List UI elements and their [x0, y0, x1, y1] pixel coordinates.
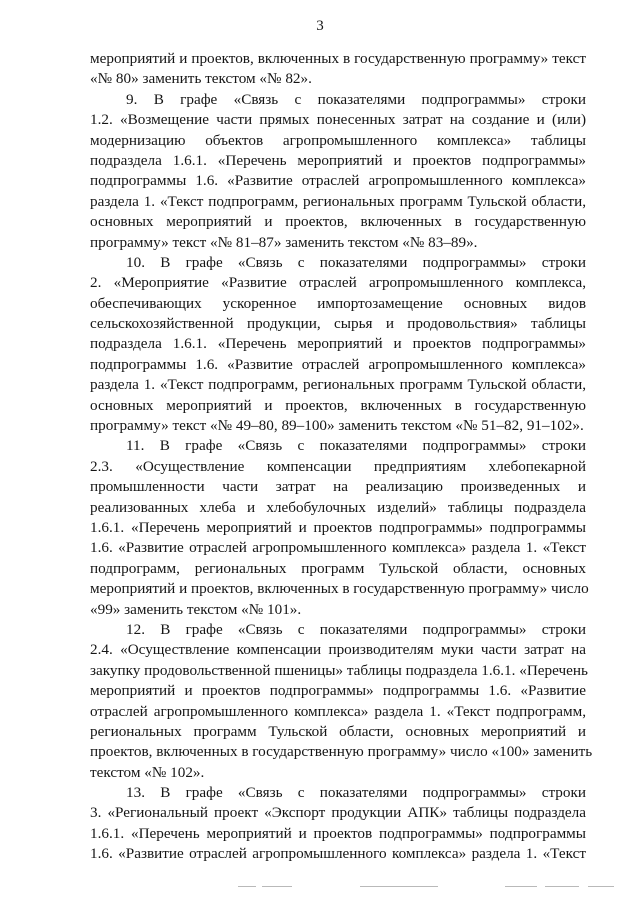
text-line: 9. В графе «Связь с показателями подпрограммы» строки: [126, 90, 586, 108]
text-line: мероприятий и проектов, включенных в государственную программу» текст: [90, 50, 586, 67]
text-line: программу» текст «№ 49–80, 89–100» заменить текстом «№ 51–82, 91–102».: [90, 417, 584, 435]
text-line: проектов, включенных в государственную программу» число «100» заменить: [90, 743, 593, 761]
text-line: «99» заменить текстом «№ 101».: [90, 600, 302, 618]
text-line: 13. В графе «Связь с показателями подпрограммы» строки: [126, 784, 586, 802]
text-line: раздела 1. «Текст подпрограмм, региональных программ Тульской области,: [90, 376, 586, 394]
text-line: 2. «Мероприятие «Развитие отраслей агропромышленного комплекса,: [90, 274, 586, 292]
text-line: мероприятий и проектов подпрограммы» подпрограммы 1.6. «Развитие: [90, 682, 586, 700]
text-line: «№ 80» заменить текстом «№ 82».: [90, 70, 312, 88]
text-line: 12. В графе «Связь с показателями подпрограммы» строки: [126, 620, 586, 638]
text-line: 3. «Региональный проект «Экспорт продукции АПК» таблицы подраздела: [90, 804, 586, 822]
text-line: 10. В графе «Связь с показателями подпрограммы» строки: [126, 253, 586, 271]
text-line: основных мероприятий и проектов, включенных в государственную: [90, 396, 586, 414]
scan-artifacts: [0, 884, 640, 890]
text-line: подпрограмм, региональных программ Тульской области, основных: [90, 559, 586, 577]
text-line: модернизацию объектов агропромышленного комплекса» таблицы: [90, 131, 586, 149]
text-line: программу» текст «№ 81–87» заменить текстом «№ 83–89».: [90, 233, 478, 251]
text-line: основных мероприятий и проектов, включенных в государственную: [90, 213, 586, 231]
text-line: 1.6. «Развитие отраслей агропромышленного комплекса» раздела 1. «Текст: [90, 539, 586, 557]
page-number: 3: [316, 18, 324, 34]
text-line: 2.3. «Осуществление компенсации предприятиям хлебопекарной: [90, 457, 586, 475]
text-line: 11. В графе «Связь с показателями подпрограммы» строки: [126, 437, 586, 455]
text-line: сельскохозяйственной продукции, сырья и продовольствия» таблицы: [90, 315, 586, 333]
text-line: 1.6. «Развитие отраслей агропромышленного комплекса» раздела 1. «Текст: [90, 845, 586, 863]
text-line: отраслей агропромышленного комплекса» раздела 1. «Текст подпрограмм,: [90, 702, 586, 720]
text-line: мероприятий и проектов, включенных в государственную программу» число: [90, 580, 589, 598]
text-line: региональных программ Тульской области, основных мероприятий и: [90, 722, 586, 740]
text-line: текстом «№ 102».: [90, 763, 205, 781]
text-line: 1.2. «Возмещение части прямых понесенных затрат на создание и (или): [90, 111, 586, 129]
text-line: промышленности части затрат на реализацию произведенных и: [90, 478, 586, 496]
document-body: [90, 49, 593, 865]
text-line: 2.4. «Осуществление компенсации производителям муки части затрат на: [90, 641, 586, 659]
text-line: раздела 1. «Текст подпрограмм, региональных программ Тульской области,: [90, 192, 586, 210]
text-line: закупку продовольственной пшеницы» таблицы подраздела 1.6.1. «Перечень: [90, 661, 588, 679]
text-line: подпрограммы 1.6. «Развитие отраслей агропромышленного комплекса»: [90, 355, 586, 373]
text-line: 1.6.1. «Перечень мероприятий и проектов подпрограммы» подпрограммы: [90, 518, 586, 536]
text-line: 1.6.1. «Перечень мероприятий и проектов подпрограммы» подпрограммы: [90, 824, 586, 842]
text-line: подраздела 1.6.1. «Перечень мероприятий и проектов подпрограммы»: [90, 335, 586, 353]
text-line: подраздела 1.6.1. «Перечень мероприятий и проектов подпрограммы»: [90, 151, 586, 169]
text-line: обеспечивающих ускоренное импортозамещение основных видов: [90, 294, 586, 312]
text-line: подпрограммы 1.6. «Развитие отраслей агропромышленного комплекса»: [90, 172, 586, 190]
text-line: реализованных хлеба и хлебобулочных изделий» таблицы подраздела: [90, 498, 586, 516]
